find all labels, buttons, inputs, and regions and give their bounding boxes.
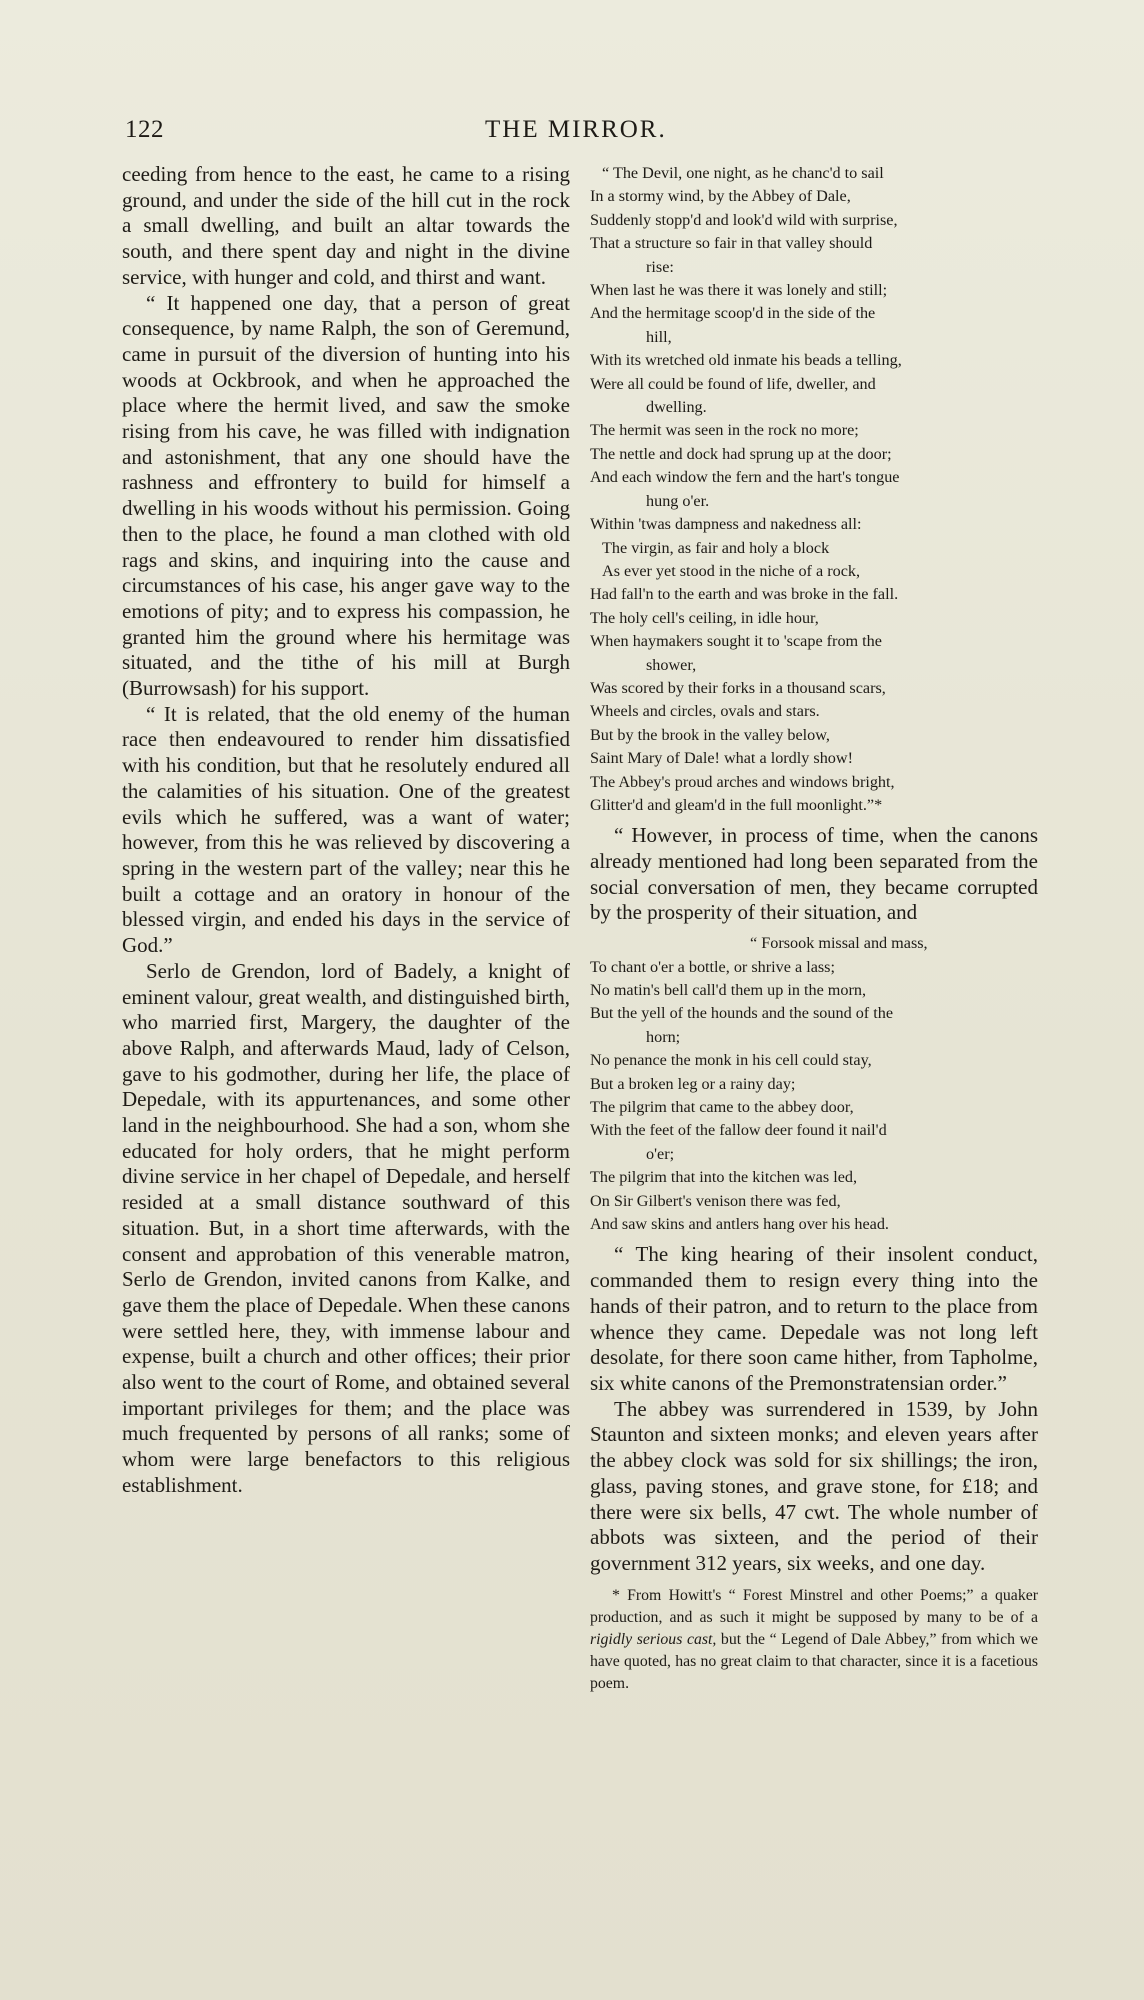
footnote-text: but the “ Legend of Dale Abbey,” from which we have quoted, has no great claim to that character, since it is a facetious poem. <box>590 1630 1038 1692</box>
poem-line: The hermit was seen in the rock no more; <box>590 421 859 440</box>
poem-line: o'er; <box>646 1144 675 1163</box>
poem-line: No penance the monk in his cell could stay, <box>590 1051 872 1070</box>
poem-line: Within 'twas dampness and nakedness all: <box>590 515 862 534</box>
footnote-italic: rigidly serious cast, <box>590 1630 717 1648</box>
poem-line: Wheels and circles, ovals and stars. <box>590 702 820 721</box>
poem-line: hill, <box>646 327 672 346</box>
poem-line: But the yell of the hounds and the sound of the <box>590 1004 894 1023</box>
poem-line: To chant o'er a bottle, or shrive a lass; <box>590 957 835 976</box>
poem-line: In a stormy wind, by the Abbey of Dale, <box>590 187 851 206</box>
poem-line: The holy cell's ceiling, in idle hour, <box>590 608 819 627</box>
poem-line: Saint Mary of Dale! what a lordly show! <box>590 749 853 768</box>
poem-line: But by the brook in the valley below, <box>590 725 830 744</box>
poem-line: When last he was there it was lonely and still; <box>590 281 888 300</box>
poem-line: dwelling. <box>646 398 707 417</box>
poem-line: horn; <box>646 1027 681 1046</box>
poem-line: “ Forsook missal and mass, <box>750 934 928 953</box>
poem-line: And the hermitage scoop'd in the side of the <box>590 304 876 323</box>
poem-line: shower, <box>646 655 697 674</box>
footnote-text: * From Howitt's “ Forest Minstrel and other Poems;” a quaker production, and as such it might be supposed by many to be of a <box>590 1586 1038 1626</box>
right-column <box>590 162 1038 1695</box>
page-number: 122 <box>125 116 164 143</box>
poem-line: That a structure so fair in that valley should <box>590 234 873 253</box>
left-column <box>122 162 570 1499</box>
paragraph: “ It is related, that the old enemy of the human race then endeavoured to render him dissatisfied with his condition, but that he resolutely endured all the calamities of his situation. One of the greatest evils which he suffered, was a want of water; however, from this he was relieved by discovering a spring in the western part of the valley; near this he built a cottage and an oratory in honour of the blessed virgin, and ended his days in the service of God.” <box>122 701 570 958</box>
poem-line: With its wretched old inmate his beads a telling, <box>590 351 902 370</box>
poem-line: The nettle and dock had sprung up at the door; <box>590 444 892 463</box>
paragraph: The abbey was surrendered in 1539, by John Staunton and sixteen monks; and eleven years after the abbey clock was sold for six shillings; the iron, glass, paving stones, and grave stone, for £18; and there were six bells, 47 cwt. The whole number of abbots was sixteen, and the period of their government 312 years, six weeks, and one day. <box>590 1396 1038 1575</box>
poem-line: Had fall'n to the earth and was broke in the fall. <box>590 585 899 604</box>
footnote <box>590 1585 1038 1695</box>
paragraph: “ It happened one day, that a person of great consequence, by name Ralph, the son of Geremund, came in pursuit of the diversion of hunting into his woods at Ockbrook, and when he approached the place where the hermit lived, and saw the smoke rising from his cave, he was filled with indignation and astonishment, that any one should have the rashness and effrontery to build for himself a dwelling in his woods without his permission. Going then to the place, he found a man clothed with old rags and skins, and inquiring into the cause and circumstances of his case, his anger gave way to the emotions of pity; and to express his compassion, he granted him the ground where his hermitage was situated, and the tithe of his mill at Burgh (Burrowsash) for his support. <box>122 290 570 701</box>
poem-line: Were all could be found of life, dweller, and <box>590 374 876 393</box>
poem-line: Was scored by their forks in a thousand scars, <box>590 678 886 697</box>
poem-line: The Abbey's proud arches and windows bright, <box>590 772 895 791</box>
running-title: THE MIRROR. <box>485 116 667 143</box>
poem-line: Suddenly stopp'd and look'd wild with surprise, <box>590 210 898 229</box>
poem-line: The pilgrim that into the kitchen was led, <box>590 1168 858 1187</box>
poem-line: And each window the fern and the hart's tongue <box>590 468 900 487</box>
poem-line: On Sir Gilbert's venison there was fed, <box>590 1191 841 1210</box>
page-header <box>125 116 1045 156</box>
paragraph: ceeding from hence to the east, he came to a rising ground, and under the side of the hill cut in the rock a small dwelling, and built an altar towards the south, and there spent day and night in the divine service, with hunger and cold, and thirst and want. <box>122 162 570 289</box>
poem-line: But a broken leg or a rainy day; <box>590 1074 796 1093</box>
poem-legend-of-dale-abbey <box>590 162 1038 817</box>
poem-line: And saw skins and antlers hang over his head. <box>590 1215 889 1234</box>
poem-line: “ The Devil, one night, as he chanc'd to sail <box>602 164 884 182</box>
poem-quotation <box>590 932 1038 1236</box>
poem-line: rise: <box>646 257 674 276</box>
poem-line: As ever yet stood in the niche of a rock, <box>602 561 861 580</box>
poem-line: The pilgrim that came to the abbey door, <box>590 1098 854 1117</box>
poem-line: No matin's bell call'd them up in the morn, <box>590 981 867 999</box>
poem-line: Glitter'd and gleam'd in the full moonlight.”* <box>590 795 883 814</box>
poem-line: With the feet of the fallow deer found it nail'd <box>590 1121 887 1140</box>
poem-line: hung o'er. <box>646 491 710 510</box>
paragraph: “ The king hearing of their insolent conduct, commanded them to resign every thing into the hands of their patron, and to return to the place from whence they came. Depedale was not long left desolate, for there soon came hither, from Tapholme, six white canons of the Premonstratensian order.” <box>590 1242 1038 1395</box>
paragraph: Serlo de Grendon, lord of Badely, a knight of eminent valour, great wealth, and distinguished birth, who married first, Margery, the daughter of the above Ralph, and afterwards Maud, lady of Celson, gave to his godmother, during her life, the place of Depedale, with its appurtenances, and some other land in the neighbourhood. She had a son, whom she educated for holy orders, that he might perform divine service in her chapel of Depedale, and herself resided at a small distance southward of this situation. But, in a short time afterwards, with the consent and approbation of this venerable matron, Serlo de Grendon, invited canons from Kalke, and gave them the place of Depedale. When these canons were settled here, they, with immense labour and expense, built a church and other offices; their prior also went to the court of Rome, and obtained several important privileges for them; and the place was much frequented by persons of all ranks; some of whom were large benefactors to this religious establishment. <box>122 958 570 1497</box>
poem-line: The virgin, as fair and holy a block <box>602 538 830 557</box>
poem-line: When haymakers sought it to 'scape from the <box>590 632 882 651</box>
paragraph: “ However, in process of time, when the canons already mentioned had long been separated from the social conversation of men, they became corrupted by the prosperity of their situation, and <box>590 823 1038 925</box>
